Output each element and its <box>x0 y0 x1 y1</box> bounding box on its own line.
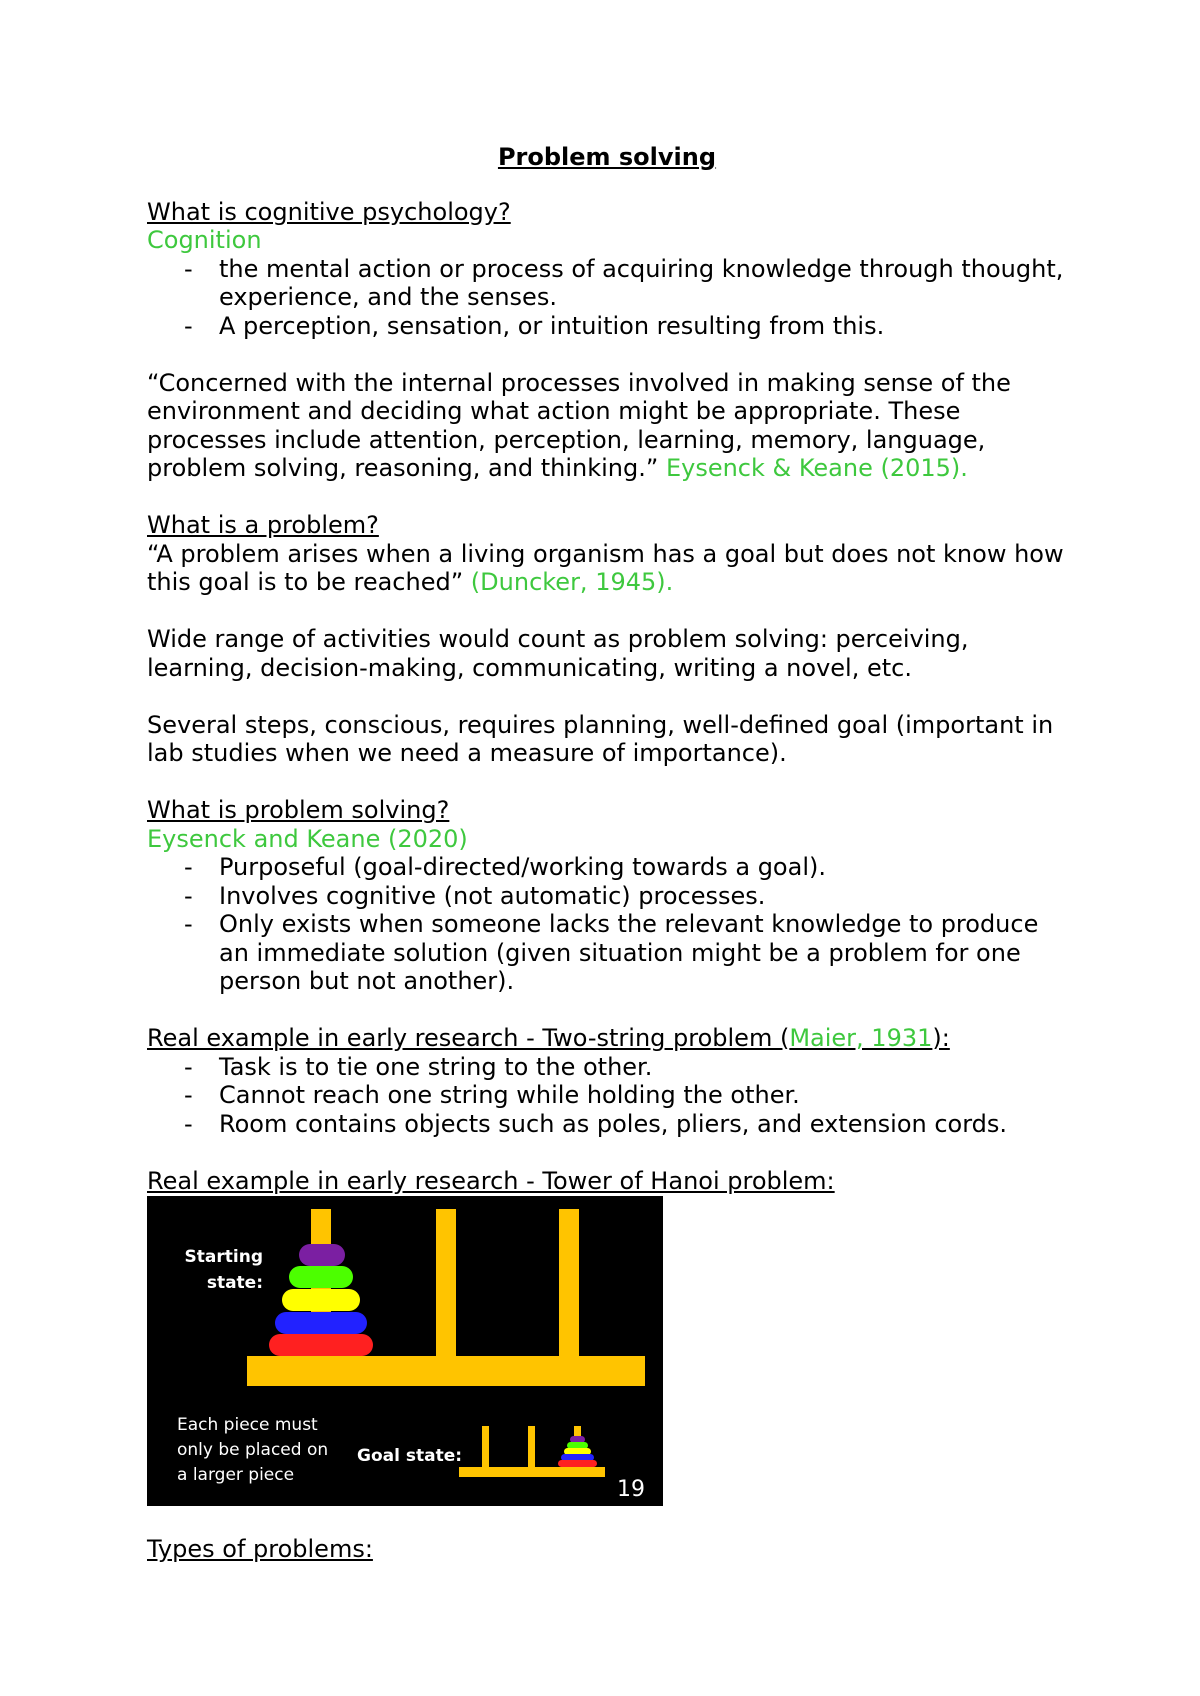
paragraph: Several steps, conscious, requires planning, well-defined goal (important in lab studies when we need a measure of importance). <box>147 710 1054 767</box>
cognitive-psychology-quote <box>147 369 1067 483</box>
section-heading-problem-solving: What is problem solving? <box>147 796 450 824</box>
disk <box>269 1334 373 1356</box>
citation: Maier, 1931 <box>789 1024 933 1052</box>
term-cognition: Cognition <box>147 226 262 254</box>
base-board <box>459 1467 605 1477</box>
disk <box>561 1454 594 1461</box>
quote-text: “A problem arises when a living organism has a goal but does not know how this goal is to be reached” <box>147 539 1064 596</box>
citation: Eysenck & Keane (2015). <box>665 454 968 482</box>
tower-of-hanoi-figure <box>147 1196 663 1506</box>
document-body <box>147 143 1067 1563</box>
list-item: - Involves cognitive (not automatic) processes. <box>147 882 1067 911</box>
rule-note: Each piece must <box>177 1415 318 1435</box>
page-title: Problem solving <box>497 143 717 171</box>
citation: (Duncker, 1945). <box>470 568 674 596</box>
peg <box>528 1426 535 1469</box>
rule-note: only be placed on <box>177 1440 329 1460</box>
heading-text: Real example in early research - Two-string problem ( <box>147 1024 790 1052</box>
starting-state-label: Starting <box>184 1247 263 1267</box>
peg <box>436 1209 456 1359</box>
section-heading-two-string <box>147 1024 1067 1053</box>
problem-solving-list <box>147 853 1067 996</box>
list-item: - the mental action or process of acquiring knowledge through thought, experience, and the senses. <box>147 255 1067 312</box>
section-heading-cognitive-psychology: What is cognitive psychology? <box>147 197 511 226</box>
peg <box>482 1426 489 1469</box>
quote-text: “Concerned with the internal processes involved in making sense of the environment and deciding what action might be appropriate. These processes include attention, perception, learning, memory, language, problem solving, reasoning, and thinking.” <box>147 368 1011 482</box>
starting-state-label: state: <box>206 1273 263 1293</box>
disk <box>558 1460 597 1467</box>
disk <box>282 1289 360 1311</box>
disk <box>570 1436 585 1443</box>
list-item: - Cannot reach one string while holding the other. <box>147 1081 1067 1110</box>
goal-state-label: Goal state: <box>357 1446 463 1466</box>
list-item: - Only exists when someone lacks the relevant knowledge to produce an immediate solution (given situation might be a problem for one person but not another). <box>147 910 1067 996</box>
disk <box>289 1266 353 1288</box>
list-item: - Task is to tie one string to the other. <box>147 1053 1067 1082</box>
section-heading-types-of-problems: Types of problems: <box>147 1534 373 1563</box>
disk <box>567 1442 588 1449</box>
disk <box>275 1312 367 1334</box>
peg <box>559 1209 579 1359</box>
disk <box>299 1244 345 1266</box>
list-item: - Purposeful (goal-directed/working towards a goal). <box>147 853 1067 882</box>
section-heading-tower-of-hanoi: Real example in early research - Tower of Hanoi problem: <box>147 1166 835 1195</box>
two-string-list <box>147 1053 1067 1139</box>
rule-note: a larger piece <box>177 1465 295 1485</box>
list-item: - Room contains objects such as poles, pliers, and extension cords. <box>147 1110 1067 1139</box>
source-citation: Eysenck and Keane (2020) <box>147 824 468 853</box>
list-item: - A perception, sensation, or intuition resulting from this. <box>147 312 1067 341</box>
disk <box>564 1448 591 1455</box>
base-board <box>247 1356 645 1386</box>
problem-quote <box>147 540 1067 597</box>
cognition-definition-list <box>147 255 1067 341</box>
paragraph: Wide range of activities would count as problem solving: perceiving, learning, decision-making, communicating, writing a novel, etc. <box>147 625 969 682</box>
slide-number: 19 <box>617 1477 645 1502</box>
section-heading-what-is-problem: What is a problem? <box>147 511 379 539</box>
heading-text: ): <box>932 1024 950 1052</box>
